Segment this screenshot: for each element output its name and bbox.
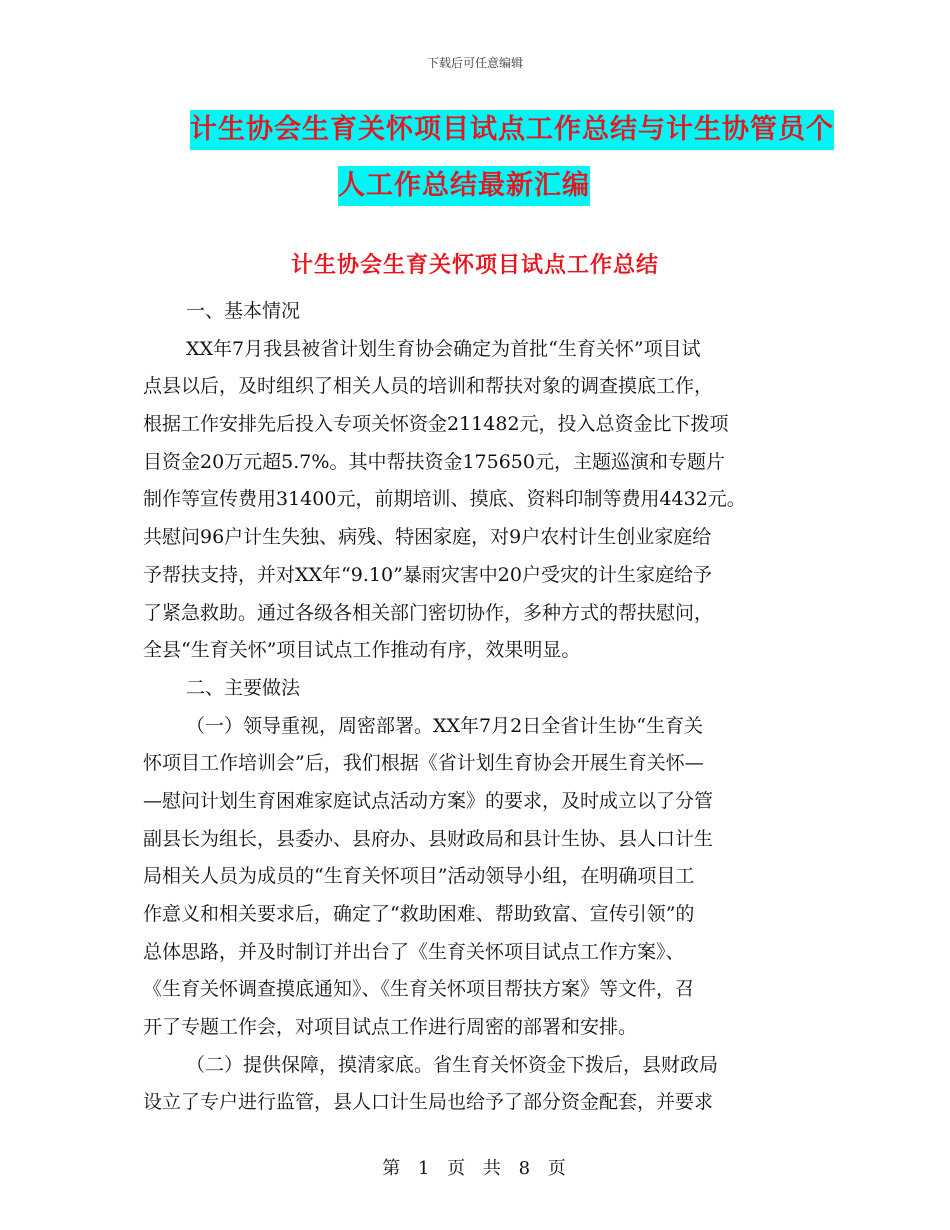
- body-line: 了紧急救助。通过各级各相关部门密切协作，多种方式的帮扶慰问，: [143, 601, 714, 624]
- body-line: 点县以后，及时组织了相关人员的培训和帮扶对象的调查摸底工作，: [143, 375, 714, 398]
- body-line: 根据工作安排先后投入专项关怀资金211482元，投入总资金比下拨项: [143, 413, 729, 436]
- body-line: 制作等宣传费用31400元，前期培训、摸底、资料印制等费用4432元。: [143, 488, 746, 511]
- body-line: 开了专题工作会，对项目试点工作进行周密的部署和安排。: [143, 1016, 638, 1039]
- footer-mid: 页: [447, 1158, 468, 1179]
- footer-suffix: 页: [547, 1158, 568, 1179]
- body-line: —慰问计划生育困难家庭试点活动方案》的要求，及时成立以了分管: [143, 789, 714, 812]
- title-line-1: 计生协会生育关怀项目试点工作总结与计生协管员个: [190, 110, 834, 150]
- body-line: （二）提供保障，摸清家底。省生育关怀资金下拨后，县财政局: [186, 1053, 719, 1076]
- body-line: 全县“生育关怀”项目试点工作推动有序，效果明显。: [143, 639, 581, 662]
- body-line: XX年7月我县被省计划生育协会确定为首批“生育关怀”项目试: [186, 337, 701, 360]
- title-line-2: 人工作总结最新汇编: [338, 166, 590, 206]
- body-line: 设立了专户进行监管，县人口计生局也给予了部分资金配套，并要求: [143, 1091, 714, 1114]
- footer-current-page: 1: [417, 1158, 432, 1179]
- section-title: 计生协会生育关怀项目试点工作总结: [290, 253, 659, 278]
- body-line: 二、主要做法: [186, 676, 301, 699]
- body-line: 共慰问96户计生失独、病残、特困家庭，对9户农村计生创业家庭给: [143, 526, 712, 549]
- page-footer: [0, 1154, 950, 1180]
- body-line: （一）领导重视，周密部署。XX年7月2日全省计生协“生育关: [186, 714, 703, 737]
- document-title: [190, 110, 834, 206]
- body-line: 怀项目工作培训会”后，我们根据《省计划生育协会开展生育关怀—: [143, 752, 704, 775]
- body-line: 作意义和相关要求后，确定了“救助困难、帮助致富、宣传引领”的: [143, 903, 695, 925]
- body-line: 局相关人员为成员的“生育关怀项目”活动领导小组，在明确项目工: [143, 865, 695, 888]
- footer-total-label: 共: [482, 1158, 503, 1179]
- body-line: 予帮扶支持，并对XX年“9.10”暴雨灾害中20户受灾的计生家庭给予: [143, 563, 712, 586]
- footer-prefix: 第: [382, 1158, 403, 1179]
- body-text: [143, 293, 813, 1122]
- body-line: 副县长为组长，县委办、县府办、县财政局和县计生协、县人口计生: [143, 827, 714, 850]
- body-line: 《生育关怀调查摸底通知》、《生育关怀项目帮扶方案》等文件，召: [143, 978, 695, 1001]
- header-note: 下载后可任意编辑: [426, 56, 523, 70]
- body-line: 一、基本情况: [186, 300, 301, 322]
- body-line: 总体思路，并及时制订并出台了《生育关怀项目试点工作方案》、: [143, 940, 685, 963]
- body-line: 目资金20万元超5.7%。其中帮扶资金175650元，主题巡演和专题片: [143, 450, 725, 473]
- footer-total-pages: 8: [518, 1158, 533, 1179]
